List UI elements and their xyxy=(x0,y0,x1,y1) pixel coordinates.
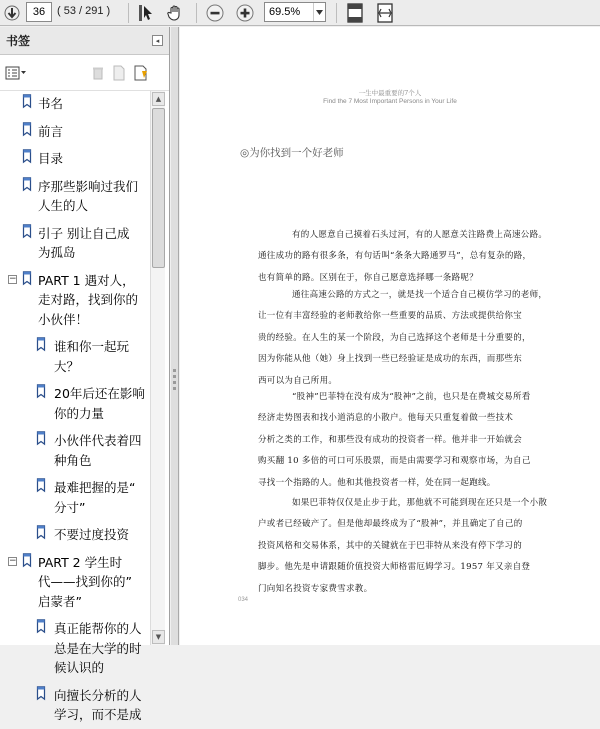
scroll-up-icon[interactable]: ▲ xyxy=(152,92,165,106)
text-line: 如果巴菲特仅仅是止步于此，那他就不可能到现在还只是一个小散 xyxy=(292,498,548,508)
bookmark-options-icon[interactable] xyxy=(4,64,28,82)
bookmark-item[interactable] xyxy=(0,384,150,427)
bookmarks-panel xyxy=(0,27,170,722)
bookmark-label-line: 最难把握的是“ xyxy=(54,480,136,495)
zoom-value: 69.5% xyxy=(269,6,301,18)
bookmark-label-line: 序那些影响过我们 xyxy=(38,178,139,194)
bookmark-properties-icon[interactable] xyxy=(130,64,152,82)
splitter-grip xyxy=(173,375,176,378)
bookmark-item[interactable] xyxy=(0,553,150,616)
bookmark-item[interactable] xyxy=(0,431,150,474)
bookmark-icon xyxy=(36,337,46,351)
bookmark-label-line: PART 2 学生时 xyxy=(38,554,123,570)
bookmark-label-line: 书名 xyxy=(38,96,64,111)
bookmark-label xyxy=(54,525,129,545)
bookmark-icon xyxy=(22,177,32,191)
bookmark-item[interactable] xyxy=(0,94,150,118)
bookmark-item[interactable] xyxy=(0,149,150,173)
scroll-down-icon[interactable]: ▼ xyxy=(152,630,165,644)
bookmark-item[interactable] xyxy=(0,686,150,729)
bookmark-label xyxy=(54,686,142,725)
bookmark-label-line: 20年后还在影响 xyxy=(54,386,145,401)
text-line: 西可以为自己所用。 xyxy=(258,375,338,386)
bookmark-label-line: 小伙伴代表着四 xyxy=(54,433,142,448)
collapse-toggle-icon[interactable]: − xyxy=(9,273,17,284)
select-tool-icon[interactable] xyxy=(136,2,156,24)
bookmark-item[interactable] xyxy=(0,525,150,549)
text-line: 投资风格和交易体系，其中的关键就在于巴菲特从来没有停下学习的 xyxy=(258,540,523,551)
text-line: 通往高速公路的方式之一，就是找一个适合自己模仿学习的老师， xyxy=(292,290,548,300)
new-bookmark-icon[interactable] xyxy=(108,64,130,82)
bookmark-icon xyxy=(36,686,46,700)
text-line: 门向知名投资专家费雪求教。 xyxy=(258,583,373,594)
bookmark-label-line: PART 1 遇对人， xyxy=(38,272,135,288)
text-line: 经济走势图表和找小道消息的小散户。他每天只重复着做一些技术 xyxy=(258,413,514,424)
chevron-down-icon[interactable] xyxy=(313,3,325,21)
running-header-cn: 一生中最重要的7个人 xyxy=(358,89,422,97)
bookmark-label-line: 大？ xyxy=(54,358,80,374)
splitter-grip xyxy=(173,387,176,390)
toolbar-separator xyxy=(128,3,129,23)
bookmarks-toolbar xyxy=(0,55,169,91)
toolbar xyxy=(0,0,600,26)
page-number: 034 xyxy=(238,597,249,603)
bookmark-item[interactable] xyxy=(0,224,150,267)
bookmark-icon xyxy=(36,525,46,539)
text-line: 因为你能从他（她）身上找到一些已经验证是成功的东西，而那些东 xyxy=(258,354,523,365)
bookmark-label xyxy=(54,384,145,423)
bookmark-item[interactable] xyxy=(0,122,150,146)
bookmark-label-line: 不要过度投资 xyxy=(54,527,130,542)
text-line: 也有简单的路。区别在于，你自己愿意选择哪一条路呢？ xyxy=(258,272,479,283)
text-line: 寻找一个指路的人。他和其他投资者一样，处在同一起跑线。 xyxy=(258,477,496,488)
bookmarks-panel-title: 书签 xyxy=(6,34,31,48)
text-line: 脚步。他先是申请跟随价值投资大师格雷厄姆学习。1957 年又亲自登 xyxy=(258,562,531,573)
bookmark-label xyxy=(54,478,135,517)
paragraph xyxy=(258,387,546,494)
text-line: 购买翻 10 多倍的可口可乐股票，而是由需要学习和观察市场，为自己 xyxy=(258,456,531,467)
bookmark-icon xyxy=(22,224,32,238)
running-header xyxy=(180,89,600,105)
bookmark-label-line: 分寸” xyxy=(54,499,86,515)
bookmark-icon xyxy=(36,431,46,445)
bookmark-item[interactable] xyxy=(0,271,150,334)
bookmark-label xyxy=(38,553,132,612)
panel-splitter[interactable] xyxy=(171,27,179,645)
text-line: 让一位有丰富经验的老师教给你一些重要的品质、方法或提供给你宝 xyxy=(258,311,523,322)
bookmark-item[interactable] xyxy=(0,619,150,682)
fit-page-icon[interactable] xyxy=(344,2,366,24)
bookmark-list xyxy=(0,91,150,722)
bookmark-label-line: 人生的人 xyxy=(38,198,89,213)
page-down-icon[interactable] xyxy=(2,2,22,24)
page-number-input[interactable] xyxy=(26,2,52,22)
bookmark-label xyxy=(38,177,138,216)
bookmark-label-line: 前言 xyxy=(38,123,64,139)
zoom-select[interactable] xyxy=(264,2,326,22)
paragraph xyxy=(258,493,546,600)
bookmark-icon xyxy=(22,94,32,108)
bookmark-icon xyxy=(22,553,32,567)
bookmark-label xyxy=(38,149,63,169)
bookmark-label-line: 引子 别让自己成 xyxy=(38,225,130,241)
bookmark-label xyxy=(54,337,129,376)
page-count: ( 53 / 291 ) xyxy=(57,5,111,17)
zoom-in-icon[interactable] xyxy=(234,2,256,24)
bookmark-item[interactable] xyxy=(0,478,150,521)
bookmark-label-line: 候认识的 xyxy=(54,660,105,675)
bookmark-label-line: 走对路，找到你的 xyxy=(38,292,139,307)
bookmark-item[interactable] xyxy=(0,177,150,220)
current-page: 36 xyxy=(32,6,46,18)
bookmark-label-line: 种角色 xyxy=(54,452,92,468)
scroll-thumb[interactable] xyxy=(152,108,165,268)
bookmark-label-line: 代——找到你的” xyxy=(38,574,132,589)
bookmark-label-line: 你的力量 xyxy=(54,405,105,421)
bookmark-item[interactable] xyxy=(0,337,150,380)
zoom-out-icon[interactable] xyxy=(204,2,226,24)
collapse-toggle-icon[interactable]: − xyxy=(9,555,17,566)
bookmark-icon xyxy=(22,122,32,136)
bookmark-icon xyxy=(22,271,32,285)
collapse-panel-icon[interactable]: ◂ xyxy=(152,35,163,46)
bookmark-label-line: 真正能帮你的人 xyxy=(54,621,142,636)
delete-bookmark-icon[interactable] xyxy=(88,64,108,82)
bookmark-label xyxy=(38,224,129,263)
bookmark-label-line: 总是在大学的时 xyxy=(54,640,142,656)
bookmark-label xyxy=(38,94,63,114)
bookmark-label-line: 向擅长分析的人 xyxy=(54,687,142,703)
bookmark-label-line: 启蒙者” xyxy=(38,593,82,609)
bookmark-icon xyxy=(36,478,46,492)
text-line: 有的人愿意自己摸着石头过河，有的人愿意关注路费上高速公路。 xyxy=(292,230,548,240)
splitter-grip xyxy=(173,369,176,372)
splitter-grip xyxy=(173,381,176,384)
hand-tool-icon[interactable] xyxy=(164,2,186,24)
bookmark-label xyxy=(38,271,138,330)
bookmark-label-line: 谁和你一起玩 xyxy=(54,339,130,354)
bookmark-label xyxy=(54,431,142,470)
bookmark-label-line: 学习，而不是成 xyxy=(54,707,142,722)
document-page xyxy=(180,27,600,645)
bookmark-label xyxy=(38,122,63,142)
text-line: 通往成功的路有很多条，有句话叫“条条大路通罗马”，总有复杂的路， xyxy=(258,251,532,262)
bookmark-icon xyxy=(36,384,46,398)
paragraph xyxy=(258,285,546,392)
bookmark-label-line: 目录 xyxy=(38,151,64,166)
toolbar-separator xyxy=(196,3,197,23)
toolbar-separator xyxy=(336,3,337,23)
running-header-en: Find the 7 Most Important Persons in Your Life xyxy=(323,98,457,105)
bookmark-label xyxy=(54,619,142,678)
bookmarks-panel-header xyxy=(0,27,169,55)
section-title: ◎为你找到一个好老师 xyxy=(240,147,344,159)
bookmarks-scrollbar[interactable] xyxy=(150,91,165,645)
text-line: “股神”巴菲特在没有成为“股神”之前，也只是在费城交易所看 xyxy=(292,392,531,402)
paragraph xyxy=(258,225,546,289)
text-line: 户或者已经破产了。但是他却最终成为了“股神”，并且确定了自己的 xyxy=(258,519,523,530)
text-line: 分析之类的工作，和那些没有成功的投资者一样。他并非一开始就会 xyxy=(258,434,523,445)
text-line: 贵的经验。在人生的某一个阶段，为自己选择这个老师是十分重要的， xyxy=(258,332,531,343)
bookmark-label-line: 为孤岛 xyxy=(38,245,76,260)
bookmark-label-line: 小伙伴！ xyxy=(38,311,89,327)
bookmark-icon xyxy=(36,619,46,633)
bookmark-icon xyxy=(22,149,32,163)
fit-width-icon[interactable] xyxy=(374,2,396,24)
